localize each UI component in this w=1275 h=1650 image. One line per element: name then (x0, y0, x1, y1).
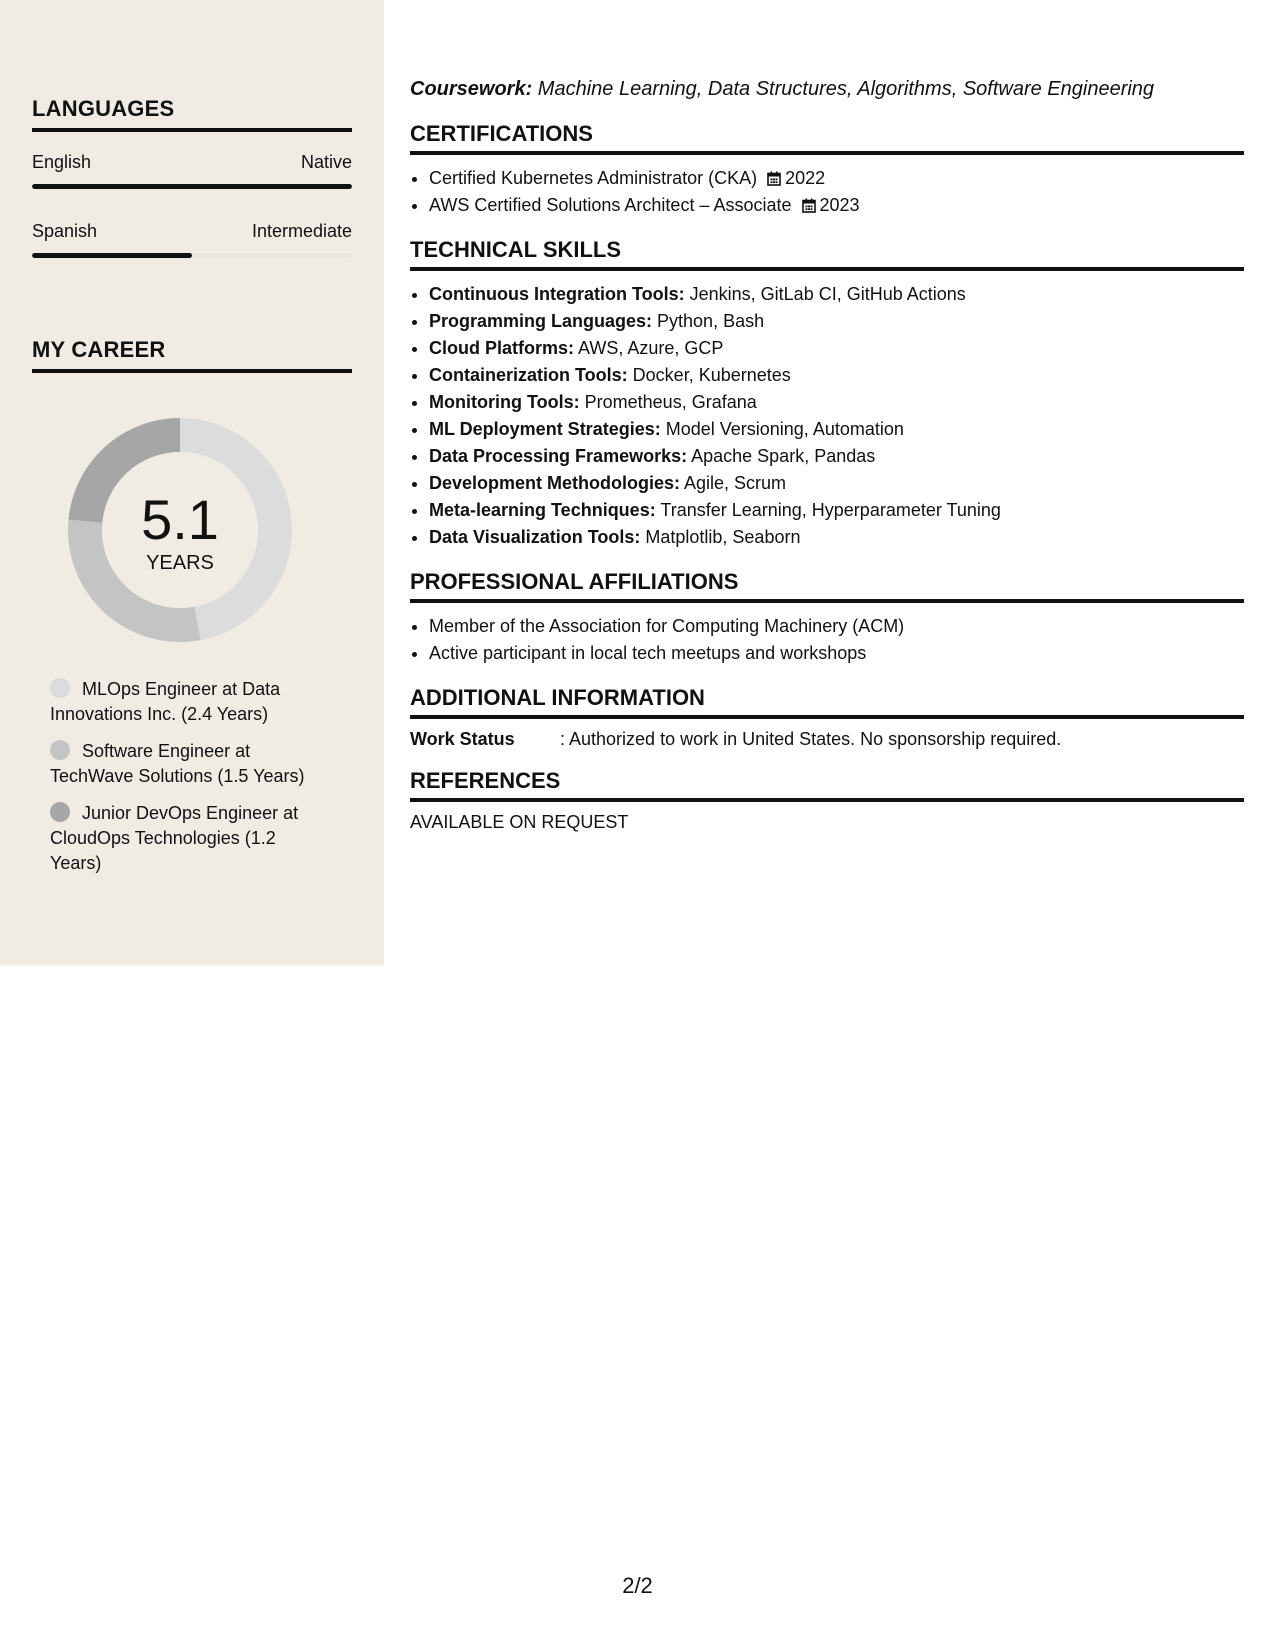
skill-value: AWS, Azure, GCP (574, 338, 724, 358)
list-item (429, 362, 1244, 389)
list-item: • Active participant in local tech meetups and workshops (429, 640, 1244, 667)
list-item (429, 497, 1244, 524)
career-title: MY CAREER (32, 337, 352, 373)
skill-label: Monitoring Tools: (429, 392, 580, 412)
language-name: Spanish (32, 221, 98, 241)
certification-year: 2022 (785, 168, 826, 188)
technical-skills-list (410, 281, 1244, 551)
skill-value: Jenkins, GitLab CI, GitHub Actions (684, 284, 966, 304)
coursework-text: Machine Learning, Data Structures, Algorithms, Software Engineering (532, 78, 1155, 100)
language-bar-fill (32, 253, 192, 258)
skill-value: Docker, Kubernetes (627, 365, 791, 385)
work-status-row (410, 729, 1244, 750)
skill-label: Containerization Tools: (429, 365, 628, 385)
legend-item (50, 801, 330, 876)
certification-name: AWS Certified Solutions Architect – Associate (429, 195, 792, 215)
language-bar-fill (32, 184, 352, 189)
legend-label: Junior DevOps Engineer at CloudOps Technologies (1.2 Years) (50, 803, 299, 873)
legend-item (50, 677, 330, 727)
list-item (429, 416, 1244, 443)
legend-dot (50, 678, 70, 698)
skill-label: Cloud Platforms: (429, 338, 575, 358)
skill-value: Python, Bash (652, 311, 765, 331)
legend-dot (50, 802, 70, 822)
certifications-title: CERTIFICATIONS (410, 121, 1244, 155)
list-item (429, 165, 1244, 192)
additional-info-title: ADDITIONAL INFORMATION (410, 685, 1244, 719)
certifications-list (410, 165, 1244, 219)
skill-value: Apache Spark, Pandas (687, 446, 876, 466)
references-text: AVAILABLE ON REQUEST (410, 812, 629, 832)
affiliations-title: PROFESSIONAL AFFILIATIONS (410, 569, 1244, 603)
list-item (429, 389, 1244, 416)
calendar-icon (802, 198, 816, 213)
language-bar-spanish (32, 253, 352, 258)
references-title: REFERENCES (410, 768, 1244, 802)
total-years-label: YEARS (146, 551, 214, 574)
affiliations-list (410, 613, 1244, 667)
coursework (410, 78, 1244, 101)
skill-label: Programming Languages: (429, 311, 653, 331)
career-donut-chart (66, 416, 294, 644)
legend-item (50, 739, 330, 789)
skill-value: Prometheus, Grafana (579, 392, 757, 412)
career-legend (50, 677, 330, 888)
skill-label: Development Methodologies: (429, 473, 681, 493)
donut-center (66, 416, 294, 644)
certification-year: 2023 (819, 195, 860, 215)
work-status-label: Work Status (410, 729, 515, 749)
coursework-label: Coursework: (410, 78, 533, 100)
list-item (429, 192, 1244, 219)
skill-label: Data Visualization Tools: (429, 527, 641, 547)
language-level: Intermediate (251, 221, 352, 241)
legend-label: Software Engineer at TechWave Solutions (1.5 Years) (50, 741, 305, 786)
language-level: Native (300, 152, 352, 172)
list-item: • Member of the Association for Computing Machinery (ACM) (429, 613, 1244, 640)
skill-value: Model Versioning, Automation (660, 419, 904, 439)
skill-label: ML Deployment Strategies: (429, 419, 661, 439)
list-item (429, 335, 1244, 362)
certification-name: Certified Kubernetes Administrator (CKA) (429, 168, 758, 188)
legend-label: MLOps Engineer at Data Innovations Inc. (2.4 Years) (50, 679, 281, 724)
language-row-spanish (32, 221, 352, 242)
sidebar (0, 0, 384, 965)
main-content (410, 78, 1244, 833)
skill-value: Agile, Scrum (680, 473, 787, 493)
skill-value: Matplotlib, Seaborn (640, 527, 801, 547)
work-status-value: : Authorized to work in United States. No sponsorship required. (560, 729, 1062, 749)
total-years-value: 5.1 (141, 487, 219, 551)
technical-skills-title: TECHNICAL SKILLS (410, 237, 1244, 271)
list-item (429, 524, 1244, 551)
language-name: English (32, 152, 92, 172)
list-item (429, 308, 1244, 335)
list-item (429, 281, 1244, 308)
calendar-icon (767, 171, 781, 186)
skill-label: Meta-learning Techniques: (429, 500, 656, 520)
list-item (429, 443, 1244, 470)
list-item (429, 470, 1244, 497)
skill-value: Transfer Learning, Hyperparameter Tuning (655, 500, 1001, 520)
languages-title: LANGUAGES (32, 96, 352, 132)
skill-label: Continuous Integration Tools: (429, 284, 685, 304)
language-row-english (32, 152, 352, 173)
page-number: 2/2 (622, 1573, 653, 1598)
language-bar-english (32, 184, 352, 189)
legend-dot (50, 740, 70, 760)
skill-label: Data Processing Frameworks: (429, 446, 688, 466)
